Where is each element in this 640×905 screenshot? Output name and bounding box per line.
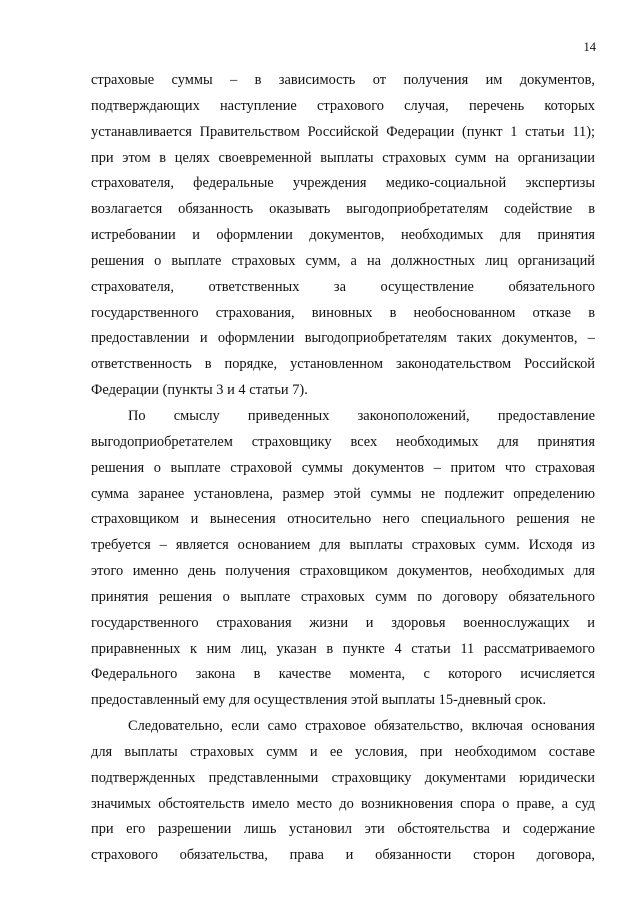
text-line: для выплаты страховых сумм и ее условия, при необходимом составе bbox=[91, 743, 595, 760]
text-line: подтверждающих наступление страхового случая, перечень которых bbox=[91, 97, 595, 114]
text-line: приравненных к ним лиц, указан в пункте 4 статьи 11 рассматриваемого bbox=[91, 640, 595, 657]
text-line: По смыслу приведенных законоположений, предоставление bbox=[128, 407, 595, 424]
text-line: решения о выплате страховых сумм, а на должностных лиц организаций bbox=[91, 252, 595, 269]
text-line: принятия решения о выплате страховых сумм по договору обязательного bbox=[91, 588, 595, 605]
text-line: при его разрешении лишь установил эти обстоятельства и содержание bbox=[91, 821, 595, 838]
text-line: страховщиком и вынесения относительно него специального решения не bbox=[91, 511, 595, 528]
text-line: страхователя, федеральные учреждения медико-социальной экспертизы bbox=[91, 175, 595, 192]
text-line: предоставлении и оформлении выгодоприобретателям таких документов, – bbox=[91, 330, 595, 347]
text-line: при этом в целях своевременной выплаты страховых сумм на организации bbox=[91, 149, 595, 166]
text-line: сумма заранее установлена, размер этой суммы не подлежит определению bbox=[91, 485, 595, 502]
text-line: решения о выплате страховой суммы документов – притом что страховая bbox=[91, 459, 595, 476]
text-line: Федерации (пункты 3 и 4 статьи 7). bbox=[91, 382, 308, 399]
text-line: подтвержденных представленными страховщику документами юридически bbox=[91, 769, 595, 786]
text-line: этого именно день получения страховщиком документов, необходимых для bbox=[91, 563, 595, 580]
text-line: выгодоприобретателем страховщику всех необходимых для принятия bbox=[91, 433, 595, 450]
text-line: ответственность в порядке, установленном законодательством Российской bbox=[91, 356, 595, 373]
text-line: государственного страхования, виновных в необоснованном отказе в bbox=[91, 304, 595, 321]
text-line: страхового обязательства, права и обязанности сторон договора, bbox=[91, 847, 595, 864]
body-text bbox=[91, 68, 595, 869]
text-line: значимых обстоятельств имело место до возникновения спора о праве, а суд bbox=[91, 795, 595, 812]
text-line: устанавливается Правительством Российской Федерации (пункт 1 статьи 11); bbox=[91, 123, 595, 140]
page-number: 14 bbox=[583, 40, 596, 54]
text-line: страховые суммы – в зависимость от получения им документов, bbox=[91, 72, 595, 88]
text-line: страхователя, ответственных за осуществление обязательного bbox=[91, 278, 595, 295]
text-line: Следовательно, если само страховое обязательство, включая основания bbox=[128, 718, 595, 735]
text-line: требуется – является основанием для выплаты страховых сумм. Исходя из bbox=[91, 537, 595, 554]
text-line: государственного страхования жизни и здоровья военнослужащих и bbox=[91, 614, 595, 631]
text-line: предоставленный ему для осуществления этой выплаты 15-дневный срок. bbox=[91, 692, 547, 709]
text-line: истребовании и оформлении документов, необходимых для принятия bbox=[91, 227, 595, 244]
text-line: возлагается обязанность оказывать выгодоприобретателям содействие в bbox=[91, 201, 595, 218]
text-line: Федерального закона в качестве момента, с которого исчисляется bbox=[91, 666, 595, 683]
